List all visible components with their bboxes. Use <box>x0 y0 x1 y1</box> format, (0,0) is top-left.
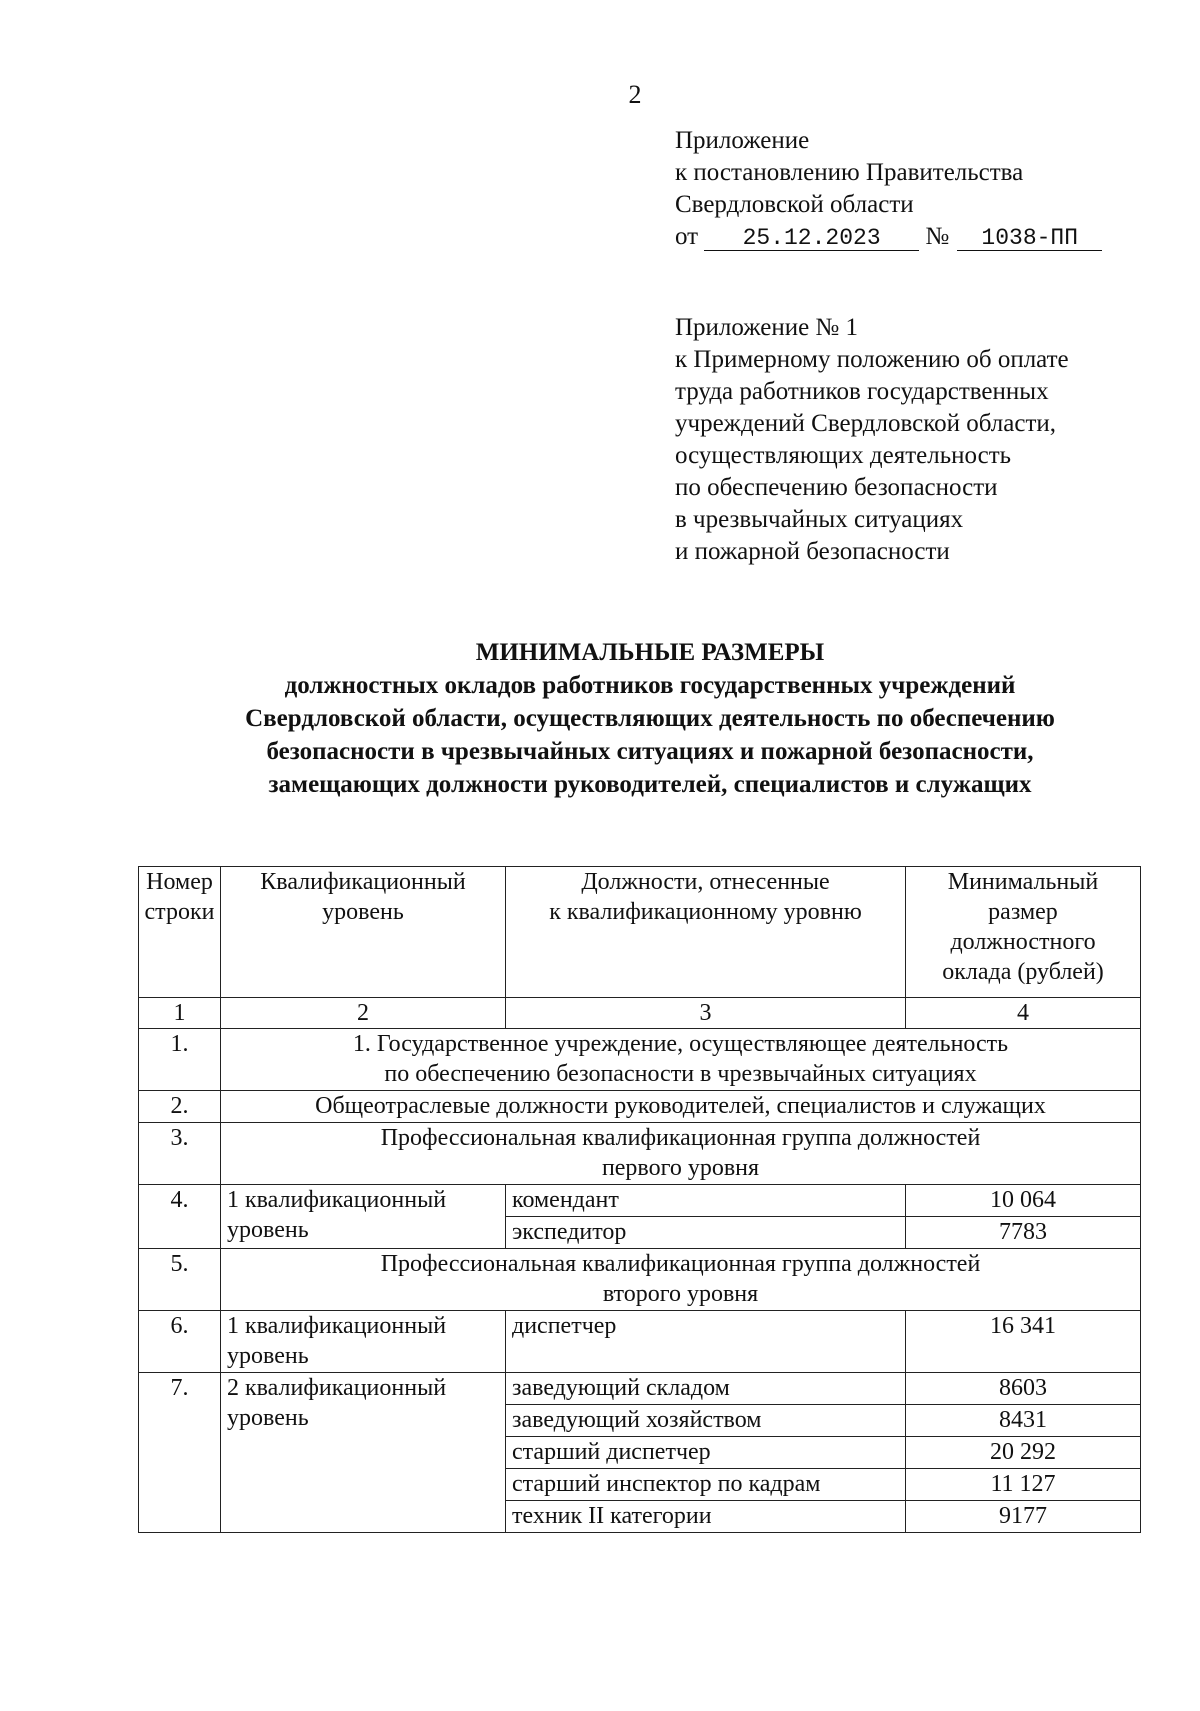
position-name: комендант <box>506 1185 906 1217</box>
title-line: безопасности в чрезвычайных ситуациях и пожарной безопасности, <box>266 738 1034 765</box>
table-row <box>139 1029 1141 1091</box>
appendix-line: в чрезвычайных ситуациях <box>675 506 964 533</box>
salary-value: 7783 <box>906 1217 1141 1249</box>
salary-table <box>138 866 1141 1533</box>
table-row <box>139 1123 1141 1185</box>
row-number: 5. <box>139 1249 221 1311</box>
title-line: Свердловской области, осуществляющих деятельность по обеспечению <box>245 705 1055 732</box>
row-number: 4. <box>139 1185 221 1249</box>
title-line: замещающих должности руководителей, специалистов и служащих <box>268 771 1032 798</box>
section-heading: 1. Государственное учреждение, осуществляющее деятельность по обеспечению безопасности в чрезвычайных ситуациях <box>221 1029 1141 1091</box>
number-prefix: № <box>925 223 950 250</box>
header-row-number: Номер строки <box>139 867 221 998</box>
appendix-line: учреждений Свердловской области, <box>675 410 1057 437</box>
table-row <box>139 1091 1141 1123</box>
position-name: старший диспетчер <box>506 1437 906 1469</box>
group-heading: Профессиональная квалификационная группа должностей первого уровня <box>221 1123 1141 1185</box>
table-header-row <box>139 867 1141 998</box>
appendix-line: труда работников государственных <box>675 378 1049 405</box>
salary-value: 8431 <box>906 1405 1141 1437</box>
position-name: старший инспектор по кадрам <box>506 1469 906 1501</box>
column-number: 1 <box>139 998 221 1029</box>
salary-value: 8603 <box>906 1373 1141 1405</box>
header-qualification-level: Квалификационный уровень <box>221 867 506 998</box>
title-line: должностных окладов работников государственных учреждений <box>284 672 1016 699</box>
section-heading: Общеотраслевые должности руководителей, специалистов и служащих <box>221 1091 1141 1123</box>
column-number: 2 <box>221 998 506 1029</box>
date-prefix: от <box>675 223 699 250</box>
title-heading: МИНИМАЛЬНЫЕ РАЗМЕРЫ <box>475 639 825 666</box>
row-number: 1. <box>139 1029 221 1091</box>
appendix-block-resolution <box>675 125 1102 253</box>
resolution-number: 1038-ПП <box>957 226 1102 251</box>
salary-value: 11 127 <box>906 1469 1141 1501</box>
position-name: экспедитор <box>506 1217 906 1249</box>
qualification-level: 1 квалификационный уровень <box>221 1185 506 1249</box>
header-positions: Должности, отнесенные к квалификационному уровню <box>506 867 906 998</box>
appendix-line: по обеспечению безопасности <box>675 474 998 501</box>
page-number: 2 <box>628 80 642 109</box>
table-row <box>139 1373 1141 1405</box>
salary-value: 20 292 <box>906 1437 1141 1469</box>
resolution-date: 25.12.2023 <box>704 226 919 251</box>
appendix-line: Приложение <box>675 127 810 154</box>
table-row <box>139 1249 1141 1311</box>
document-title <box>150 636 1150 801</box>
salary-value: 10 064 <box>906 1185 1141 1217</box>
group-heading: Профессиональная квалификационная группа должностей второго уровня <box>221 1249 1141 1311</box>
position-name: заведующий хозяйством <box>506 1405 906 1437</box>
appendix-line: Приложение № 1 <box>675 314 859 341</box>
row-number: 3. <box>139 1123 221 1185</box>
appendix-block-one <box>675 312 1069 568</box>
header-min-salary: Минимальный размер должностного оклада (рублей) <box>906 867 1141 998</box>
appendix-line: к Примерному положению об оплате <box>675 346 1069 373</box>
table-row <box>139 1311 1141 1373</box>
salary-value: 9177 <box>906 1501 1141 1533</box>
row-number: 6. <box>139 1311 221 1373</box>
position-name: заведующий складом <box>506 1373 906 1405</box>
salary-value: 16 341 <box>906 1311 1141 1373</box>
appendix-line: к постановлению Правительства <box>675 159 1024 186</box>
row-number: 7. <box>139 1373 221 1533</box>
table-row <box>139 1185 1141 1217</box>
qualification-level: 2 квалификационный уровень <box>221 1373 506 1533</box>
appendix-line: осуществляющих деятельность <box>675 442 1012 469</box>
qualification-level: 1 квалификационный уровень <box>221 1311 506 1373</box>
column-number-row <box>139 998 1141 1029</box>
column-number: 3 <box>506 998 906 1029</box>
appendix-line: Свердловской области <box>675 191 914 218</box>
appendix-date-line <box>675 221 1102 253</box>
column-number: 4 <box>906 998 1141 1029</box>
appendix-line: и пожарной безопасности <box>675 538 950 565</box>
position-name: диспетчер <box>506 1311 906 1373</box>
position-name: техник II категории <box>506 1501 906 1533</box>
row-number: 2. <box>139 1091 221 1123</box>
